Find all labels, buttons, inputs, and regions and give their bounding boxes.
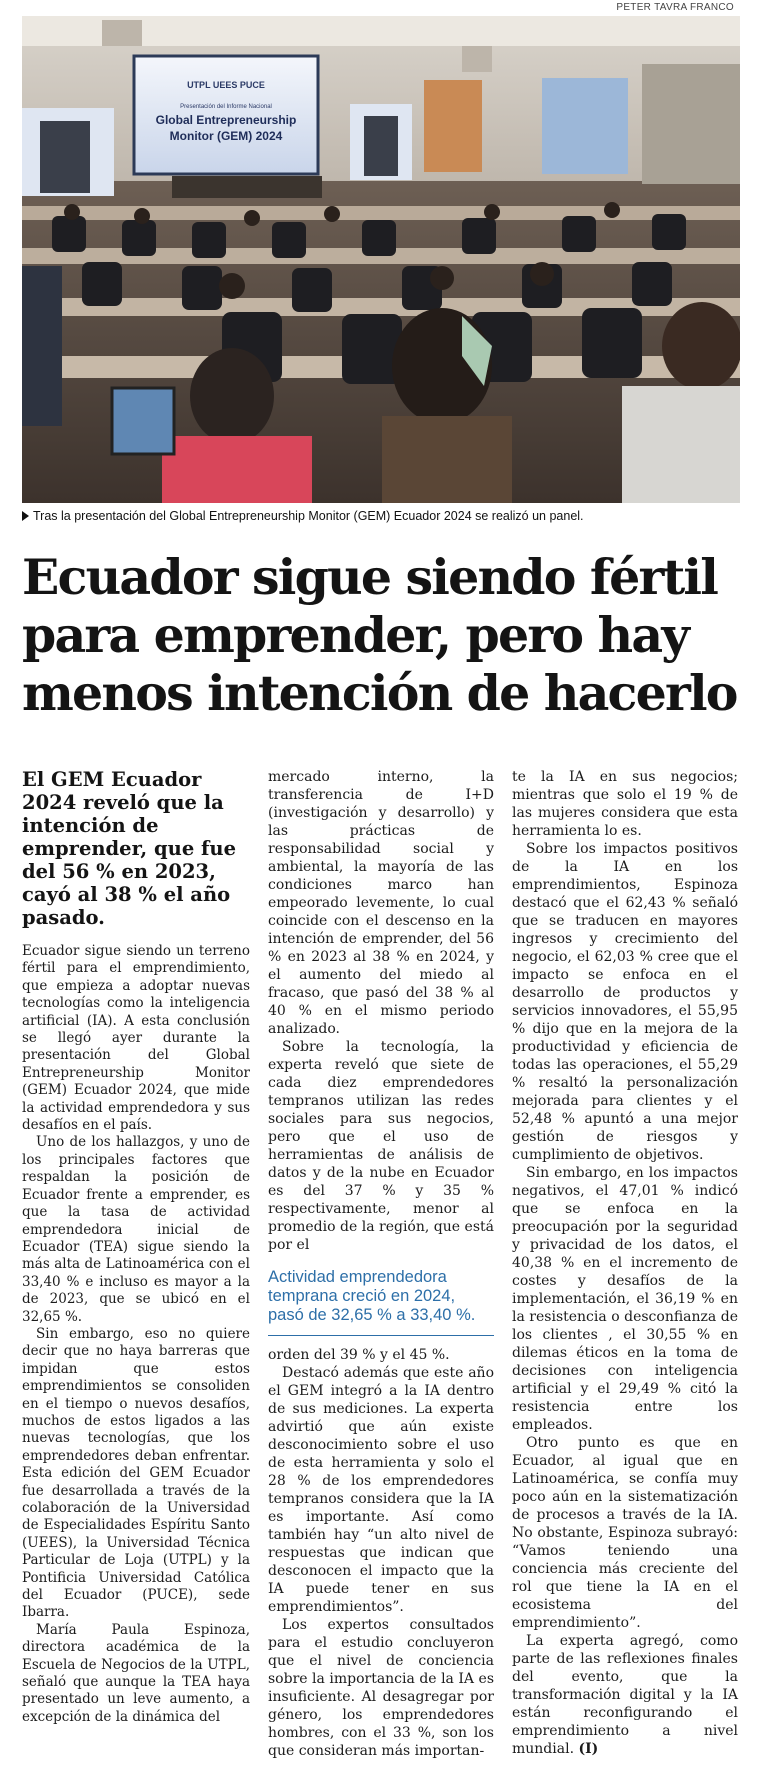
article-column-2 [268, 768, 494, 1760]
headline: Ecuador sigue siendo fértil para emprender, pero hay menos intención de hacerlo [22, 548, 737, 722]
paragraph: orden del 39 % y el 45 %. [268, 1347, 450, 1363]
paragraph: Sobre los impactos positivos de la IA en los emprendimientos, Espinoza destacó que el 62,43 % señaló que se traducen en mayores ingresos y crecimiento del negocio, el 62,03 % cree que el impacto se enfoca en el desarrollo de productos y servicios innovadores, el 55,95 % dijo que en la mejora de la productividad y eficiencia de todas las operaciones, el 55,29 % resaltó la personalización mejorada para clientes y el 52,48 % apuntó a una mejor gestión de riesgos y cumplimiento de objetivos. [512, 841, 738, 1163]
paragraph: mercado interno, la transferencia de I+D (investigación y desarrollo) y las prácticas de responsabilidad social y ambiental, la mayoría de las condiciones marco han empeorado levemente, lo cual coincide con el descenso en la intención de emprender, del 56 % en 2023 al 38 % en 2024, y el aumento del miedo al fracaso, que pasó del 38 % al 40 % en el mismo periodo analizado. [268, 769, 494, 1037]
screen-logos: UTPL UEES PUCE [187, 80, 265, 90]
paragraph: Otro punto es que en Ecuador, al igual que en Latinoamérica, se confía muy poco aún en la sistematización de procesos a través de la IA. No obstante, Espinoza subrayó: “Vamos teniendo una conciencia más creciente del rol que tiene la IA en el ecosistema del emprendimiento”. [512, 1435, 738, 1631]
event-photo [22, 16, 740, 503]
auditorium-illustration [22, 16, 740, 503]
paragraph-text: La experta agregó, como parte de las reflexiones finales del evento, que la transformación digital y la IA están reconfigurando el emprendimiento a nivel mundial. [512, 1633, 738, 1757]
paragraph: Los expertos consultados para el estudio concluyeron que el nivel de conciencia sobre la importancia de la IA es insuficiente. Al desagregar por género, los emprendedores hombres, con el 33 %, son los que consideran más importan- [268, 1617, 494, 1759]
caption-text: Tras la presentación del Global Entrepreneurship Monitor (GEM) Ecuador 2024 se realizó un panel. [33, 509, 584, 523]
pull-quote: Actividad emprendedora temprana creció en 2024, pasó de 32,65 % a 33,40 %. [268, 1268, 494, 1336]
paragraph: Sin embargo, eso no quiere decir que no haya barreras que impidan que estos emprendimientos se consoliden en el tiempo o nuevos desafíos, muchos de estos ligados a las nuevas tecnologías, que los emprendedores deban enfrentar. Esta edición del GEM Ecuador fue desarrollada a través de la colaboración de la Universidad de Especialidades Espíritu Santo (UEES), la Universidad Técnica Particular de Loja (UTPL) y la Pontificia Universidad Católica del Ecuador (PUCE), sede Ibarra. [22, 1325, 250, 1621]
paragraph: Destacó además que este año el GEM integró a la IA dentro de sus mediciones. La experta advirtió que aún existe desconocimiento sobre el uso de esta herramienta y solo el 28 % de los emprendedores tempranos considera que la IA es importante. Así como también hay “un alto nivel de respuestas que indican que desconocen el impacto que la IA puede tener en sus emprendimientos”. [268, 1365, 494, 1615]
article-column-1 [22, 768, 250, 1726]
final-paragraph [512, 1632, 738, 1758]
paragraph: Ecuador sigue siendo un terreno fértil para el emprendimiento, que empieza a adoptar nuevas tecnologías como la inteligencia artificial (IA). A esta conclusión se llegó ayer durante la presentación del Global Entrepreneurship Monitor (GEM) Ecuador 2024, que mide la actividad emprendedora y sus desafíos en el país. [22, 943, 250, 1134]
article-column-3 [512, 768, 738, 1758]
screen-subtitle: Presentación del Informe Nacional [180, 104, 272, 110]
paragraph: te la IA en sus negocios; mientras que solo el 19 % de las mujeres considera que esta herramienta lo es. [512, 769, 738, 839]
screen-title-2: Monitor (GEM) 2024 [169, 129, 283, 143]
paragraph: Uno de los hallazgos, y uno de los principales factores que respaldan la posición de Ecuador frente a emprender, es que la tasa de actividad emprendedora inicial de Ecuador (TEA) sigue siendo la más alta de Latinoamérica con el 33,40 % e incluso es mayor a la de 2023, que se ubicó en el 32,65 %. [22, 1134, 250, 1325]
photo-caption [22, 509, 742, 523]
screen-title-1: Global Entrepreneurship [155, 113, 297, 127]
end-mark: (I) [578, 1741, 599, 1757]
lede: El GEM Ecuador 2024 reveló que la intención de emprender, que fue del 56 % en 2023, cayó al 38 % el año pasado. [22, 768, 236, 929]
caption-arrow-icon [22, 511, 29, 521]
photo-credit: PETER TAVRA FRANCO [616, 2, 734, 13]
paragraph: Sin embargo, en los impactos negativos, el 47,01 % indicó que se enfoca en la preocupación por la seguridad y privacidad de los datos, el 40,38 % en el incremento de costes y desafíos de la implementación, el 36,19 % en la resistencia o desconfianza de los clientes , el 30,55 % en dilemas éticos en la toma de decisiones con inteligencia artificial y el 29,49 % citó la resistencia entre los empleados. [512, 1165, 738, 1433]
paragraph: María Paula Espinoza, directora académica de la Escuela de Negocios de la UTPL, señaló que aunque la TEA haya presentado un leve aumento, a excepción de la dinámica del [22, 1621, 250, 1725]
paragraph: Sobre la tecnología, la experta reveló que siete de cada diez emprendedores tempranos utilizan las redes sociales para sus negocios, pero que el uso de herramientas de análisis de datos y de la nube en Ecuador es del 37 % y 35 % respectivamente, menor al promedio de la región, que está por el [268, 1039, 494, 1253]
